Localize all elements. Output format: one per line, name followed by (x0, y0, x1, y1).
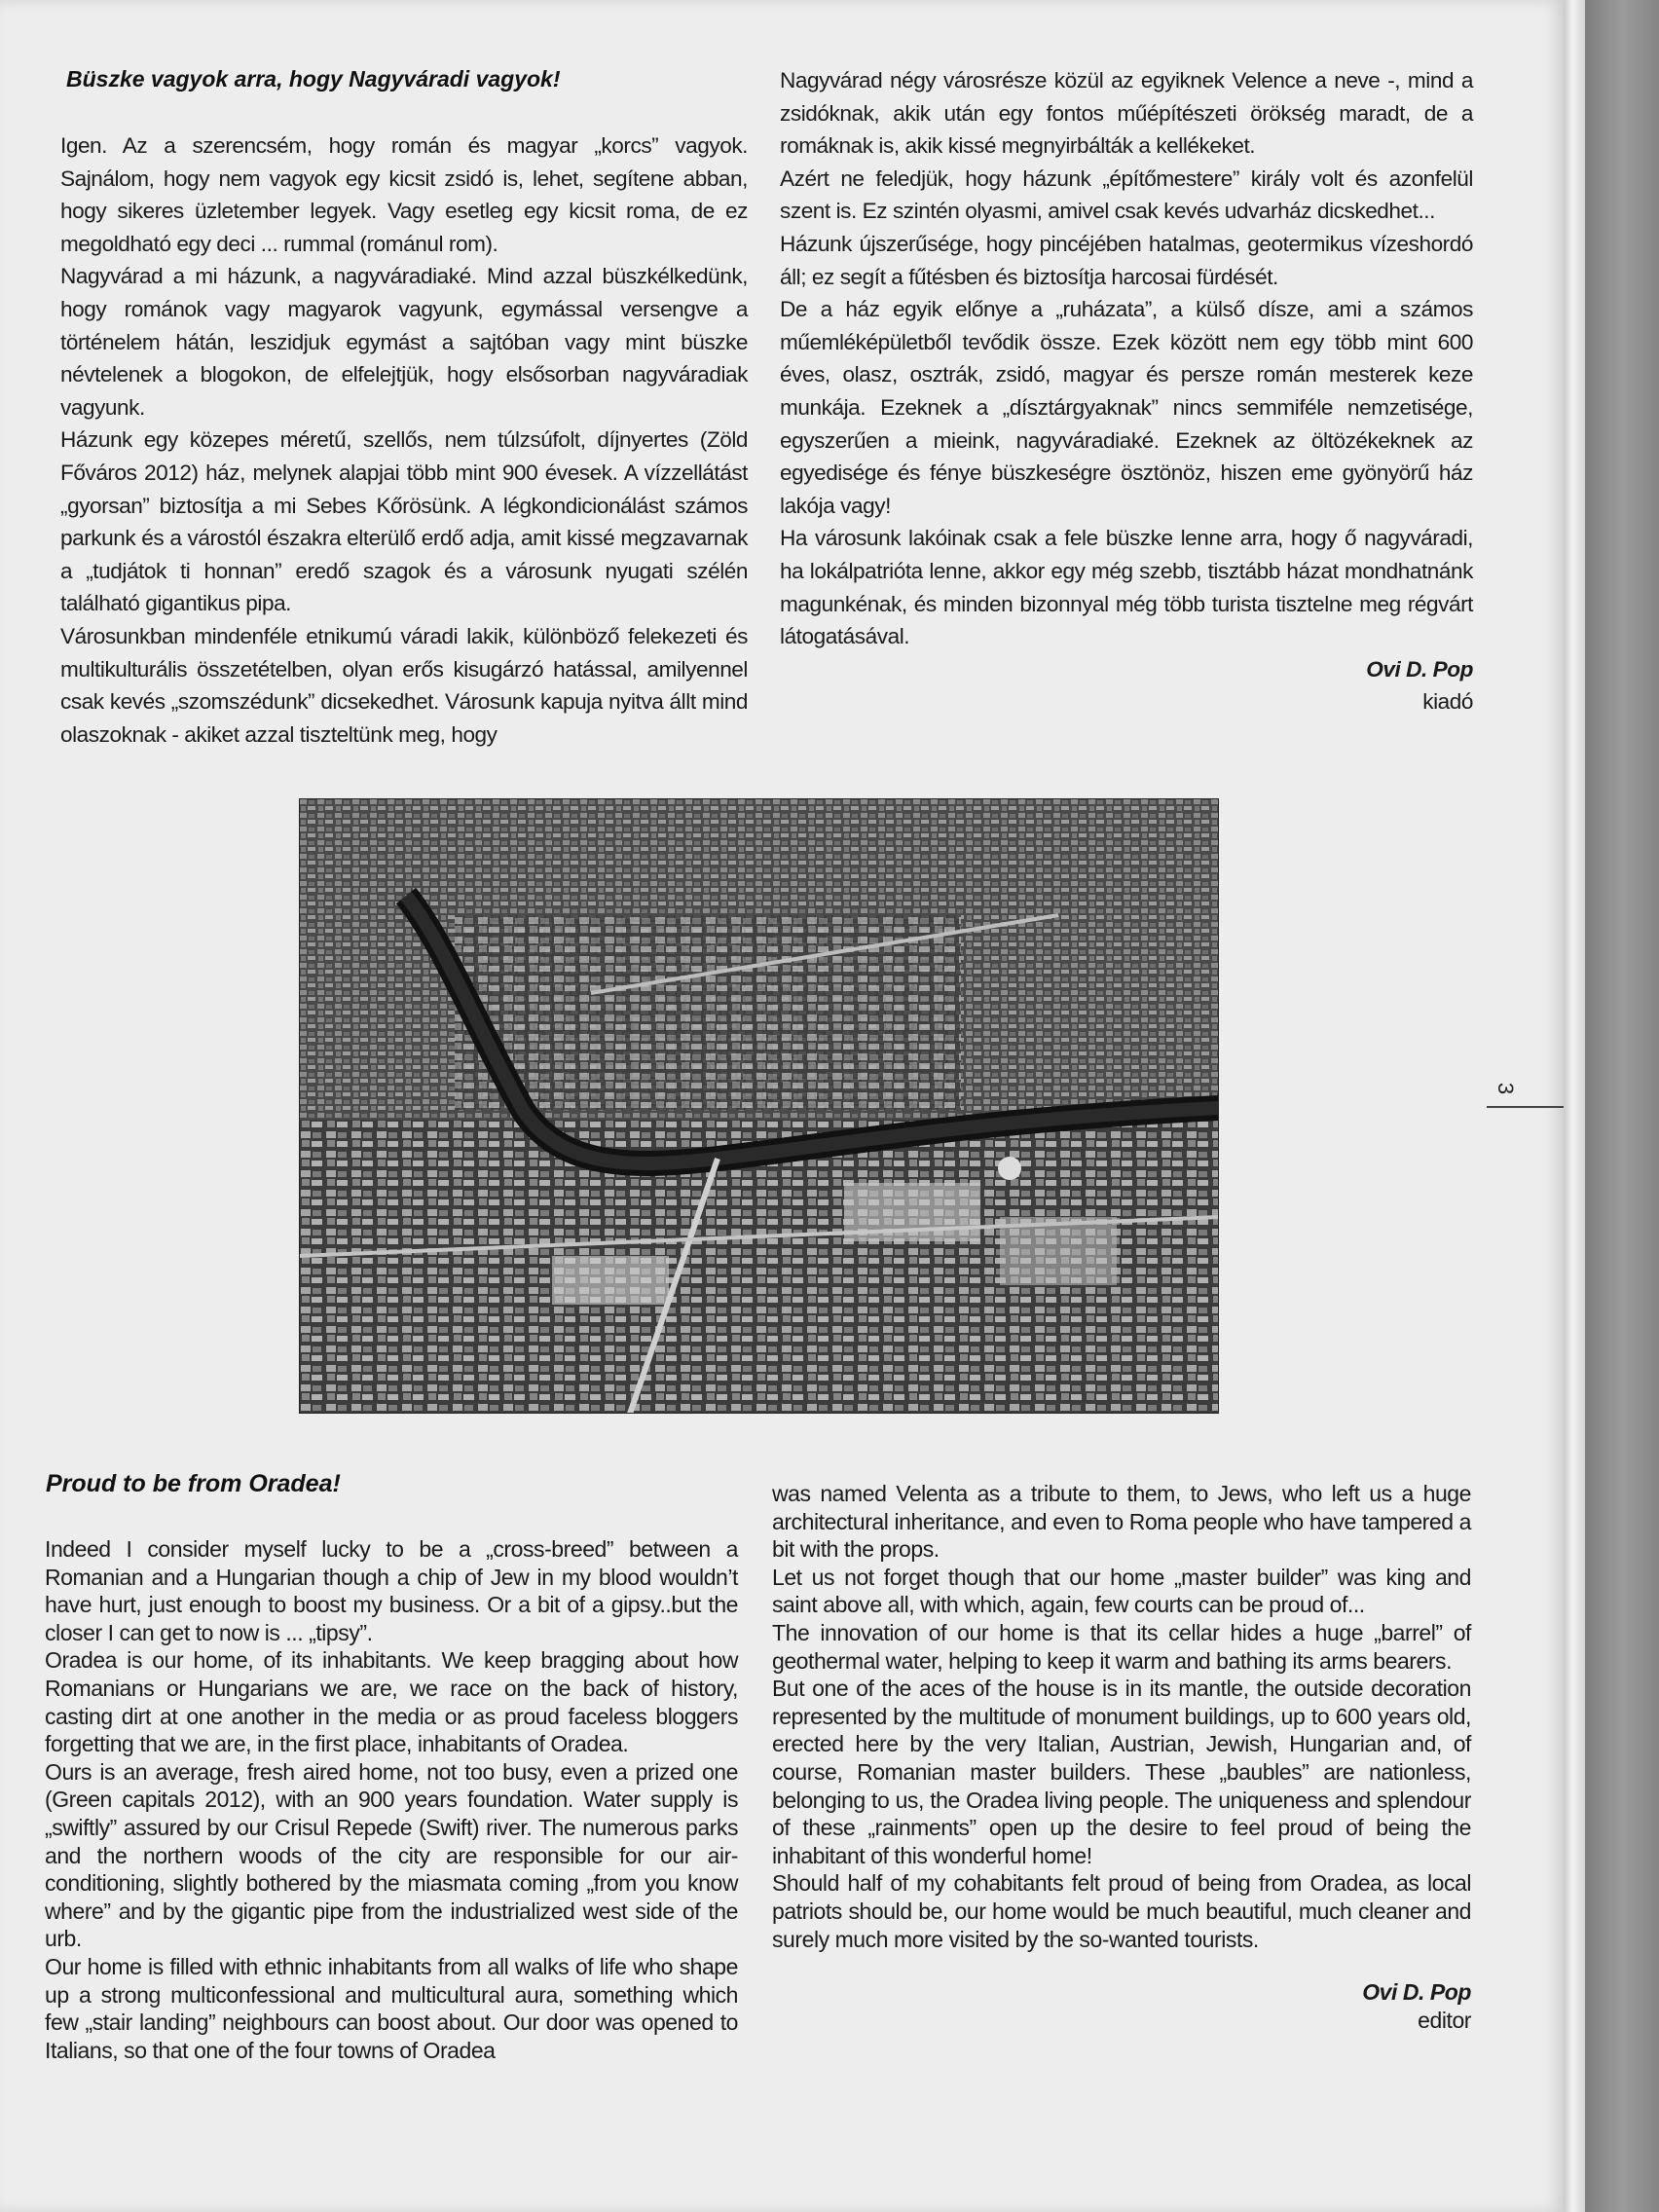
hungarian-paragraph: Ha városunk lakóinak csak a fele büszke lenne arra, hogy ő nagyváradi, ha lokálpatrióta lenne, akkor egy még szebb, tisztább házat mondhatnánk magunkénak, és minden bizonnyal még több turista tisztelne meg régvárt látogatásával. (780, 526, 1473, 649)
hungarian-left-column (60, 129, 748, 751)
hungarian-paragraph: Nagyvárad négy városrésze közül az egyiknek Velence a neve -, mind a zsidóknak, akik után egy fontos műépítészeti örökség maradt, de a romáknak is, akik kissé megnyirbálták a kellékeket. (780, 68, 1473, 159)
english-paragraph: Indeed I consider myself lucky to be a „cross-breed” between a Romanian and a Hungarian though a chip of Jew in my blood wouldn’t have hurt, just enough to boost my business. Or a bit of a gipsy..but the closer I can get to now is ... „tipsy”. (45, 1536, 738, 1645)
english-signature-name: Ovi D. Pop (1362, 1979, 1471, 2006)
english-paragraph: Should half of my cohabitants felt proud of being from Oradea, as local patriots should be, our home would be much beautiful, much cleaner and surely much more visited by the so-wanted tourists. (772, 1870, 1471, 1952)
page-number: 3 (1493, 1082, 1519, 1095)
page-number-rule (1487, 1106, 1564, 1108)
aerial-city-photo (299, 798, 1219, 1414)
hungarian-right-column (780, 64, 1473, 719)
hungarian-signature-role: kiadó (1422, 689, 1473, 715)
english-paragraph: The innovation of our home is that its cellar hides a huge „barrel” of geothermal water, helping to keep it warm and bathing its arms bearers. (772, 1619, 1471, 1674)
hungarian-paragraph: Nagyvárad a mi házunk, a nagyváradiaké. Mind azzal büszkélkedünk, hogy románok vagy magyarok vagyunk, egymással versengve a történelem hátán, leszidjuk egymást a sajtóban vagy mint büszke névtelenek a blogokon, de elfelejtjük, hogy elsősorban nagyváradiak vagyunk. (60, 264, 748, 420)
hungarian-title: Büszke vagyok arra, hogy Nagyváradi vagyok! (66, 66, 561, 92)
english-title: Proud to be from Oradea! (46, 1470, 341, 1497)
hungarian-paragraph: Házunk újszerűsége, hogy pincéjében hatalmas, geotermikus vízeshordó áll; ez segít a fűtésben és biztosítja harcosai fürdését. (780, 231, 1473, 289)
english-paragraph: was named Velenta as a tribute to them, to Jews, who left us a huge architectural inheritance, and even to Roma people who have tampered a bit with the props. (772, 1481, 1471, 1563)
hungarian-paragraph: Igen. Az a szerencsém, hogy román és magyar „korcs” vagyok. Sajnálom, hogy nem vagyok egy kicsit zsidó is, lehet, segítene abban, hogy sikeres üzletember legyek. Vagy esetleg egy kicsit roma, de ez megoldható egy deci ... rummal (románul rom). (60, 133, 748, 256)
english-paragraph: Let us not forget though that our home „master builder” was king and saint above all, with which, again, few courts can be proud of... (772, 1564, 1471, 1618)
page-edge (1564, 0, 1585, 2212)
english-paragraph: Our home is filled with ethnic inhabitants from all walks of life who shape up a strong multiconfessional and multicultural aura, something which few „stair landing” neighbours can boost about. Our door was opened to Italians, so that one of the four towns of Oradea (45, 1953, 738, 2063)
hungarian-paragraph: De a ház egyik előnye a „ruházata”, a külső dísze, ami a számos műemléképületből tevődik össze. Ezek között nem egy több mint 600 éves, olasz, osztrák, zsidó, magyar és persze román mesterek keze munkája. Ezeknek a „dísztárgyaknak” nincs semmiféle nemzetisége, egyszerűen a mieink, nagyváradiaké. Ezeknek az öltözékeknek az egyedisége és fénye büszkeségre ösztönöz, hiszen eme gyönyörű ház lakója vagy! (780, 297, 1473, 518)
english-paragraph: Oradea is our home, of its inhabitants. We keep bragging about how Romanians or Hungarians we are, we race on the back of history, casting dirt at one another in the media or as proud faceless bloggers forgetting that we are, in the first place, inhabitants of Oradea. (45, 1647, 738, 1757)
hungarian-paragraph: Azért ne feledjük, hogy házunk „építőmestere” király volt és azonfelül szent is. Ez szintén olyasmi, amivel csak kevés udvarház dicskedhet... (780, 166, 1473, 224)
hungarian-paragraph: Városunkban mindenféle etnikumú váradi lakik, különböző felekezeti és multikulturális összetételben, olyan erős kisugárzó hatással, amilyennel csak kevés „szomszédunk” dicsekedhet. Városunk kapuja nyitva állt mind olaszoknak - akiket azzal tiszteltünk meg, hogy (60, 623, 748, 747)
english-left-column (45, 1535, 738, 2064)
english-paragraph: Ours is an average, fresh aired home, not too busy, even a prized one (Green capitals 2012), with an 900 years foundation. Water supply is „swiftly” assured by our Crisul Repede (Swift) river. The numerous parks and the northern woods of the city are responsible for our air-conditioning, slightly bothered by the miasmata coming „from you know where” and by the gigantic pipe from the industrialized west side of the urb. (45, 1758, 738, 1952)
hungarian-paragraph: Házunk egy közepes méretű, szellős, nem túlzsúfolt, díjnyertes (Zöld Főváros 2012) ház, melynek alapjai több mint 900 évesek. A vízzellátást „gyorsan” biztosítja a mi Sebes Kőrösünk. A légkondicionálást számos parkunk és a várostól északra elterülő erdő adja, amit kissé megzavarnak a „tudjátok ti honnan” eredő szagok és a városunk nyugati szélén található gigantikus pipa. (60, 427, 748, 616)
english-signature-role: editor (1418, 2007, 1471, 2033)
hungarian-signature-name: Ovi D. Pop (1366, 656, 1473, 682)
background-surface (1585, 0, 1659, 2212)
english-right-column (772, 1480, 1471, 2034)
english-paragraph: But one of the aces of the house is in its mantle, the outside decoration represented by the multitude of monument buildings, up to 600 years old, erected here by the very Italian, Austrian, Jewish, Hungarian and, of course, Romanian master builders. These „baubles” are nationless, belonging to us, the Oradea living people. The uniqueness and splendour of these „rainments” open up the desire to feel proud of being the inhabitant of this wonderful home! (772, 1676, 1471, 1868)
